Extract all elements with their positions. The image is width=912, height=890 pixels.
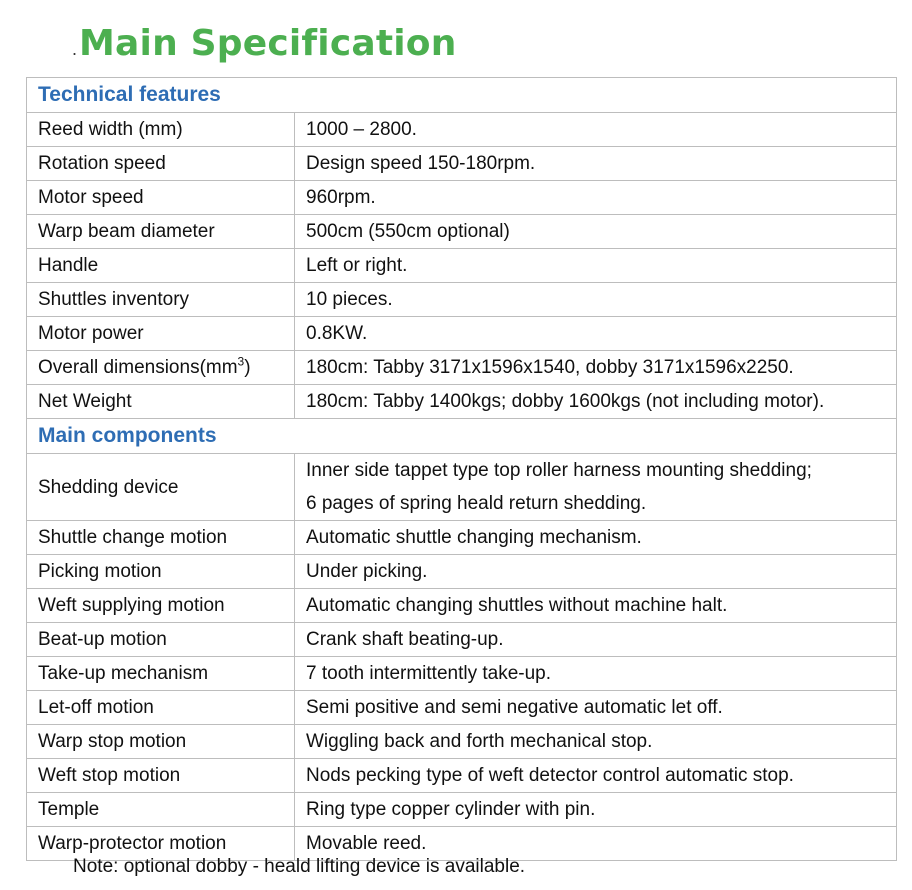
table-row — [27, 147, 897, 181]
dimensions-label: Overall dimensions(mm — [38, 357, 238, 378]
table-row — [27, 555, 897, 589]
row-label: Take-up mechanism — [27, 657, 295, 691]
row-value: 180cm: Tabby 1400kgs; dobby 1600kgs (not including motor). — [295, 385, 897, 419]
title-block — [72, 12, 457, 68]
row-label: Rotation speed — [27, 147, 295, 181]
row-value: Ring type copper cylinder with pin. — [295, 793, 897, 827]
table-row — [27, 589, 897, 623]
footnote: Note: optional dobby - heald lifting device is available. — [73, 856, 526, 877]
row-label: Warp stop motion — [27, 725, 295, 759]
shedding-line-2: 6 pages of spring heald return shedding. — [306, 493, 647, 514]
title-dot: . — [72, 39, 78, 59]
table-row — [27, 759, 897, 793]
row-value: Movable reed. — [295, 827, 897, 861]
section-heading-components: Main components — [27, 419, 897, 454]
table-row — [27, 215, 897, 249]
spec-table — [26, 77, 897, 861]
row-label — [27, 351, 295, 385]
table-row — [27, 725, 897, 759]
row-value: 7 tooth intermittently take-up. — [295, 657, 897, 691]
row-value: Nods pecking type of weft detector control automatic stop. — [295, 759, 897, 793]
row-label: Warp-protector motion — [27, 827, 295, 861]
table-row — [27, 623, 897, 657]
table-row — [27, 521, 897, 555]
row-label: Weft supplying motion — [27, 589, 295, 623]
section-heading-technical: Technical features — [27, 78, 897, 113]
row-label: Shuttles inventory — [27, 283, 295, 317]
row-label: Shuttle change motion — [27, 521, 295, 555]
row-value: 500cm (550cm optional) — [295, 215, 897, 249]
table-row — [27, 249, 897, 283]
page-title: Main Specification — [79, 23, 457, 64]
row-label: Beat-up motion — [27, 623, 295, 657]
table-row — [27, 317, 897, 351]
table-row-dimensions — [27, 351, 897, 385]
section-row-technical — [27, 78, 897, 113]
row-label: Handle — [27, 249, 295, 283]
table-row — [27, 113, 897, 147]
row-label: Warp beam diameter — [27, 215, 295, 249]
row-value: Wiggling back and forth mechanical stop. — [295, 725, 897, 759]
table-row — [27, 793, 897, 827]
row-value: 0.8KW. — [295, 317, 897, 351]
row-value: 960rpm. — [295, 181, 897, 215]
row-value: Left or right. — [295, 249, 897, 283]
row-value: 10 pieces. — [295, 283, 897, 317]
table-row-weight — [27, 385, 897, 419]
row-value: Crank shaft beating-up. — [295, 623, 897, 657]
row-label: Motor speed — [27, 181, 295, 215]
row-value: Semi positive and semi negative automatic let off. — [295, 691, 897, 725]
table-row — [27, 181, 897, 215]
row-value: Under picking. — [295, 555, 897, 589]
table-row — [27, 657, 897, 691]
row-label: Shedding device — [27, 454, 295, 521]
dimensions-superscript: 3 — [237, 354, 245, 369]
table-row-shedding — [27, 454, 897, 521]
row-value: Design speed 150-180rpm. — [295, 147, 897, 181]
row-value: Automatic shuttle changing mechanism. — [295, 521, 897, 555]
row-label: Motor power — [27, 317, 295, 351]
table-row — [27, 283, 897, 317]
shedding-line-1: Inner side tappet type top roller harness mounting shedding; — [306, 460, 812, 481]
row-label: Net Weight — [27, 385, 295, 419]
row-label: Let-off motion — [27, 691, 295, 725]
row-label: Picking motion — [27, 555, 295, 589]
row-label: Temple — [27, 793, 295, 827]
row-value: 1000 – 2800. — [295, 113, 897, 147]
dimensions-label-end: ) — [244, 357, 251, 378]
row-value-multiline — [295, 454, 897, 521]
row-value: 180cm: Tabby 3171x1596x1540, dobby 3171x1596x2250. — [295, 351, 897, 385]
row-label: Weft stop motion — [27, 759, 295, 793]
row-value: Automatic changing shuttles without machine halt. — [295, 589, 897, 623]
table-row — [27, 691, 897, 725]
section-row-components — [27, 419, 897, 454]
row-label: Reed width (mm) — [27, 113, 295, 147]
